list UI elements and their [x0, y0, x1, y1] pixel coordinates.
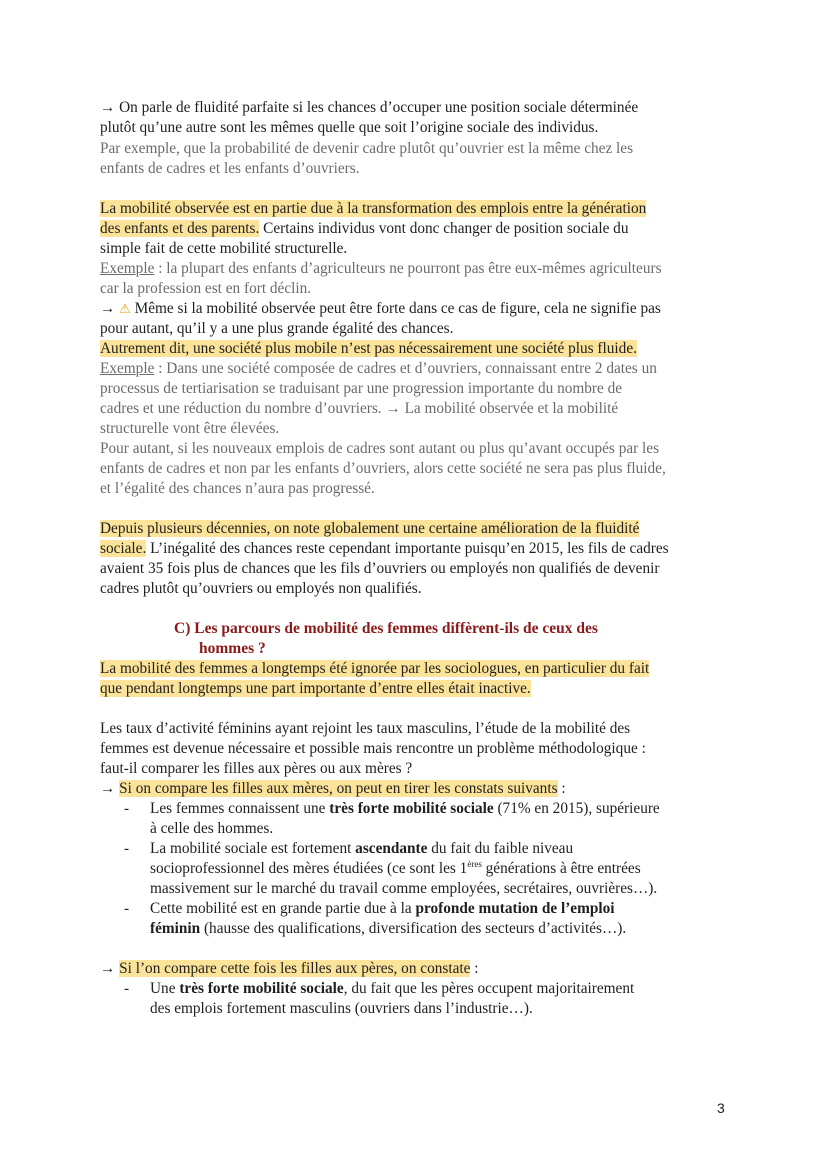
highlighted-line — [100, 199, 646, 219]
paragraph-line: → On parle de fluidité parfaite si les chances d’occuper une position sociale déterminée — [100, 99, 639, 116]
arrow: → — [100, 780, 120, 797]
bold-text: très forte mobilité sociale — [329, 800, 494, 817]
page-number: 3 — [717, 1100, 725, 1116]
example-line: car la profession est en fort déclin. — [100, 280, 312, 297]
bullet-item — [150, 979, 634, 999]
bold-text: très forte mobilité sociale — [179, 980, 344, 997]
paragraph-line: faut-il comparer les filles aux pères ou aux mères ? — [100, 760, 413, 777]
highlighted-line — [100, 339, 637, 359]
bullet-item-line: des emplois fortement masculins (ouvriers dans l’industrie…). — [150, 1000, 533, 1017]
text: , du fait que les pères occupent majoritairement — [343, 980, 635, 997]
example-line: Par exemple, que la probabilité de devenir cadre plutôt qu’ouvrier est la même chez les — [100, 140, 634, 157]
bullet-dash: - — [124, 840, 130, 857]
example-line: cadres et une réduction du nombre d’ouvriers. → La mobilité observée et la mobilité — [100, 400, 619, 417]
text: Cette mobilité est en grande partie due à la — [150, 900, 416, 917]
text: Les femmes connaissent une — [150, 800, 330, 817]
bullet-item-line — [150, 919, 626, 939]
text: : Dans une société composée de cadres et d’ouvriers, connaissant entre 2 dates un — [154, 360, 657, 377]
paragraph-line: plutôt qu’une autre sont les mêmes quelle que soit l’origine sociale des individus. — [100, 119, 599, 136]
text: : — [470, 960, 479, 977]
bold-text: féminin — [150, 920, 201, 937]
superscript: ères — [467, 859, 482, 869]
highlighted-line — [100, 659, 649, 679]
highlight: La mobilité observée est en partie due à la transformation des emplois entre la génération — [100, 200, 647, 217]
example-label: Exemple — [100, 360, 155, 377]
bullet-item — [150, 839, 573, 859]
text: socioprofessionnel des mères étudiées (ce sont les 1 — [150, 860, 468, 877]
bullet-item — [150, 799, 660, 819]
section-heading: C) Les parcours de mobilité des femmes diffèrent-ils de ceux des — [174, 620, 598, 637]
example-line — [100, 359, 657, 379]
text: générations à être entrées — [481, 860, 641, 877]
arrow: → — [100, 960, 120, 977]
warning-icon: ⚠ — [119, 302, 131, 317]
example-label: Exemple — [100, 260, 155, 277]
highlight: que pendant longtemps une part importante d’entre elles était inactive. — [100, 680, 531, 697]
highlight: La mobilité des femmes a longtemps été ignorée par les sociologues, en particulier du fait — [100, 660, 650, 677]
text: L’inégalité des chances reste cependant importante puisqu’en 2015, les fils de cadres — [146, 540, 669, 557]
bullet-dash: - — [124, 980, 130, 997]
paragraph-line — [100, 539, 669, 559]
text: : — [557, 780, 566, 797]
paragraph-line: simple fait de cette mobilité structurelle. — [100, 240, 348, 257]
paragraph-line — [100, 219, 628, 239]
example-line: et l’égalité des chances n’aura pas progressé. — [100, 480, 375, 497]
bullet-item-line: à celle des hommes. — [150, 820, 274, 837]
highlight: Si on compare les filles aux mères, on peut en tirer les constats suivants — [119, 780, 558, 797]
text: (71% en 2015), supérieure — [493, 800, 660, 817]
example-line: processus de tertiarisation se traduisant par une progression importante du nombre de — [100, 380, 623, 397]
bullet-item-line — [150, 859, 641, 879]
highlight: Autrement dit, une société plus mobile n’est pas nécessairement une société plus fluide. — [100, 340, 637, 357]
arrow: → — [100, 300, 120, 317]
section-heading: hommes ? — [199, 640, 266, 657]
highlight: Si l’on compare cette fois les filles aux pères, on constate — [119, 960, 471, 977]
paragraph-line — [100, 959, 479, 979]
text: Même si la mobilité observée peut être forte dans ce cas de figure, cela ne signifie pas — [130, 300, 661, 317]
text: La mobilité sociale est fortement — [150, 840, 356, 857]
highlight: sociale. — [100, 540, 147, 557]
bullet-item — [150, 899, 615, 919]
bullet-item-line: massivement sur le marché du travail comme employées, secrétaires, ouvrières…). — [150, 880, 658, 897]
paragraph-line — [100, 779, 566, 799]
highlighted-line — [100, 679, 531, 699]
warning-line — [100, 299, 661, 320]
example-line: structurelle vont être élevées. — [100, 420, 280, 437]
highlighted-line — [100, 519, 639, 539]
example-line: enfants de cadres et les enfants d’ouvriers. — [100, 160, 360, 177]
example-line: enfants de cadres et non par les enfants d’ouvriers, alors cette société ne sera pas plus fluide, — [100, 460, 666, 477]
bullet-dash: - — [124, 900, 130, 917]
example-line — [100, 259, 662, 279]
text: Une — [150, 980, 180, 997]
paragraph-line: pour autant, qu’il y a une plus grande égalité des chances. — [100, 320, 454, 337]
bold-text: ascendante — [355, 840, 428, 857]
text: : la plupart des enfants d’agriculteurs ne pourront pas être eux-mêmes agriculteurs — [154, 260, 662, 277]
paragraph-line: cadres plutôt qu’ouvriers ou employés non qualifiés. — [100, 580, 422, 597]
text: du fait du faible niveau — [427, 840, 574, 857]
highlight: Depuis plusieurs décennies, on note globalement une certaine amélioration de la fluidité — [100, 520, 640, 537]
bold-text: profonde mutation de l’emploi — [415, 900, 615, 917]
highlight: des enfants et des parents. — [100, 220, 260, 237]
paragraph-line: Les taux d’activité féminins ayant rejoint les taux masculins, l’étude de la mobilité des — [100, 720, 631, 737]
paragraph-line: avaient 35 fois plus de chances que les fils d’ouvriers ou employés non qualifiés de devenir — [100, 560, 660, 577]
text: (hausse des qualifications, diversification des secteurs d’activités…). — [200, 920, 627, 937]
bullet-dash: - — [124, 800, 130, 817]
paragraph-line: femmes est devenue nécessaire et possible mais rencontre un problème méthodologique : — [100, 740, 646, 757]
example-line: Pour autant, si les nouveaux emplois de cadres sont autant ou plus qu’avant occupés par les — [100, 440, 660, 457]
text: Certains individus vont donc changer de position sociale du — [259, 220, 629, 237]
